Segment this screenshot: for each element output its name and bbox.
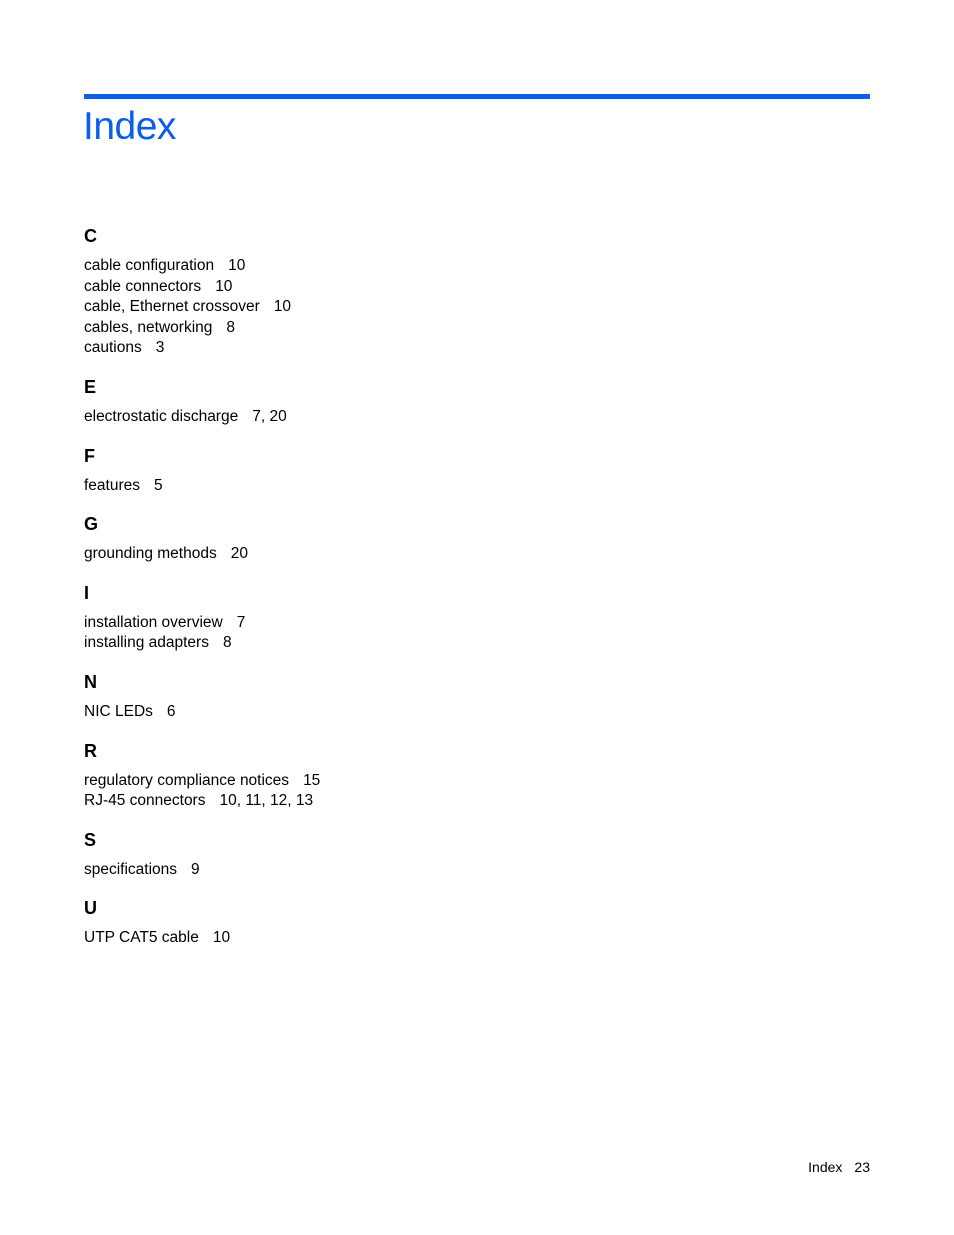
page-title: Index — [83, 105, 176, 148]
index-entry — [84, 476, 684, 497]
index-entry — [84, 771, 684, 792]
index-term: installing adapters — [84, 634, 209, 652]
index-term: RJ-45 connectors — [84, 792, 206, 810]
index-term: electrostatic discharge — [84, 407, 239, 425]
index-term: UTP CAT5 cable — [84, 929, 199, 947]
index-entry — [84, 256, 684, 277]
index-term: specifications — [84, 860, 178, 878]
index-entry — [84, 633, 684, 654]
index-page-refs[interactable]: 10, 11, 12, 13 — [219, 792, 314, 810]
index-section-e — [84, 375, 684, 428]
index-entry — [84, 613, 684, 634]
footer-label: Index — [808, 1159, 843, 1175]
section-letter: F — [84, 445, 95, 466]
index-section-s — [84, 828, 684, 881]
index-term: features — [84, 476, 141, 494]
index-term: installation overview — [84, 613, 223, 631]
section-letter: U — [84, 898, 97, 919]
index-section-r — [84, 739, 684, 812]
index-list — [84, 224, 684, 965]
index-page-refs[interactable]: 6 — [166, 702, 176, 720]
index-entry — [84, 338, 684, 359]
index-entry — [84, 702, 684, 723]
section-letter: C — [84, 226, 97, 246]
index-page-refs[interactable]: 7 — [236, 613, 246, 631]
index-term: cable, Ethernet crossover — [84, 298, 260, 316]
section-letter: G — [84, 514, 99, 535]
index-entry — [84, 928, 684, 949]
section-letter: E — [84, 376, 97, 397]
index-page-refs[interactable]: 10 — [228, 257, 246, 274]
index-section-g — [84, 512, 684, 565]
section-letter: I — [84, 582, 90, 603]
index-section-n — [84, 670, 684, 723]
index-page-refs[interactable]: 15 — [303, 771, 321, 789]
index-page-refs[interactable]: 8 — [226, 318, 235, 336]
index-entry — [84, 791, 684, 812]
index-entry — [84, 297, 684, 318]
index-entry — [84, 318, 684, 339]
index-section-u — [84, 896, 684, 949]
section-letter: S — [84, 829, 97, 850]
index-page-refs[interactable]: 5 — [154, 476, 163, 494]
index-term: NIC LEDs — [84, 702, 153, 720]
index-page-refs[interactable]: 10 — [212, 929, 231, 947]
index-section-i — [84, 581, 684, 654]
index-entry — [84, 407, 684, 428]
index-page-refs[interactable]: 9 — [191, 860, 200, 878]
index-page-refs[interactable]: 7, 20 — [252, 407, 287, 425]
index-section-f — [84, 444, 684, 497]
index-term: grounding methods — [84, 545, 217, 563]
index-term: cable configuration — [84, 257, 215, 274]
index-page-refs[interactable]: 10 — [273, 298, 292, 316]
index-section-c — [84, 224, 684, 359]
index-term: cable connectors — [84, 277, 202, 295]
index-page-refs[interactable]: 20 — [230, 545, 248, 563]
index-term: cables, networking — [84, 318, 213, 336]
index-entry — [84, 860, 684, 881]
index-page-refs[interactable]: 8 — [222, 634, 232, 652]
index-entry — [84, 544, 684, 565]
index-page-refs[interactable]: 10 — [215, 277, 233, 295]
section-letter: R — [84, 740, 97, 761]
index-page-refs[interactable]: 3 — [155, 339, 165, 357]
index-term: cautions — [84, 339, 142, 357]
title-rule — [84, 94, 870, 99]
page-number: 23 — [854, 1159, 870, 1175]
index-term: regulatory compliance notices — [84, 771, 290, 789]
section-letter: N — [84, 671, 97, 692]
page-footer — [808, 1158, 870, 1176]
index-entry — [84, 277, 684, 298]
